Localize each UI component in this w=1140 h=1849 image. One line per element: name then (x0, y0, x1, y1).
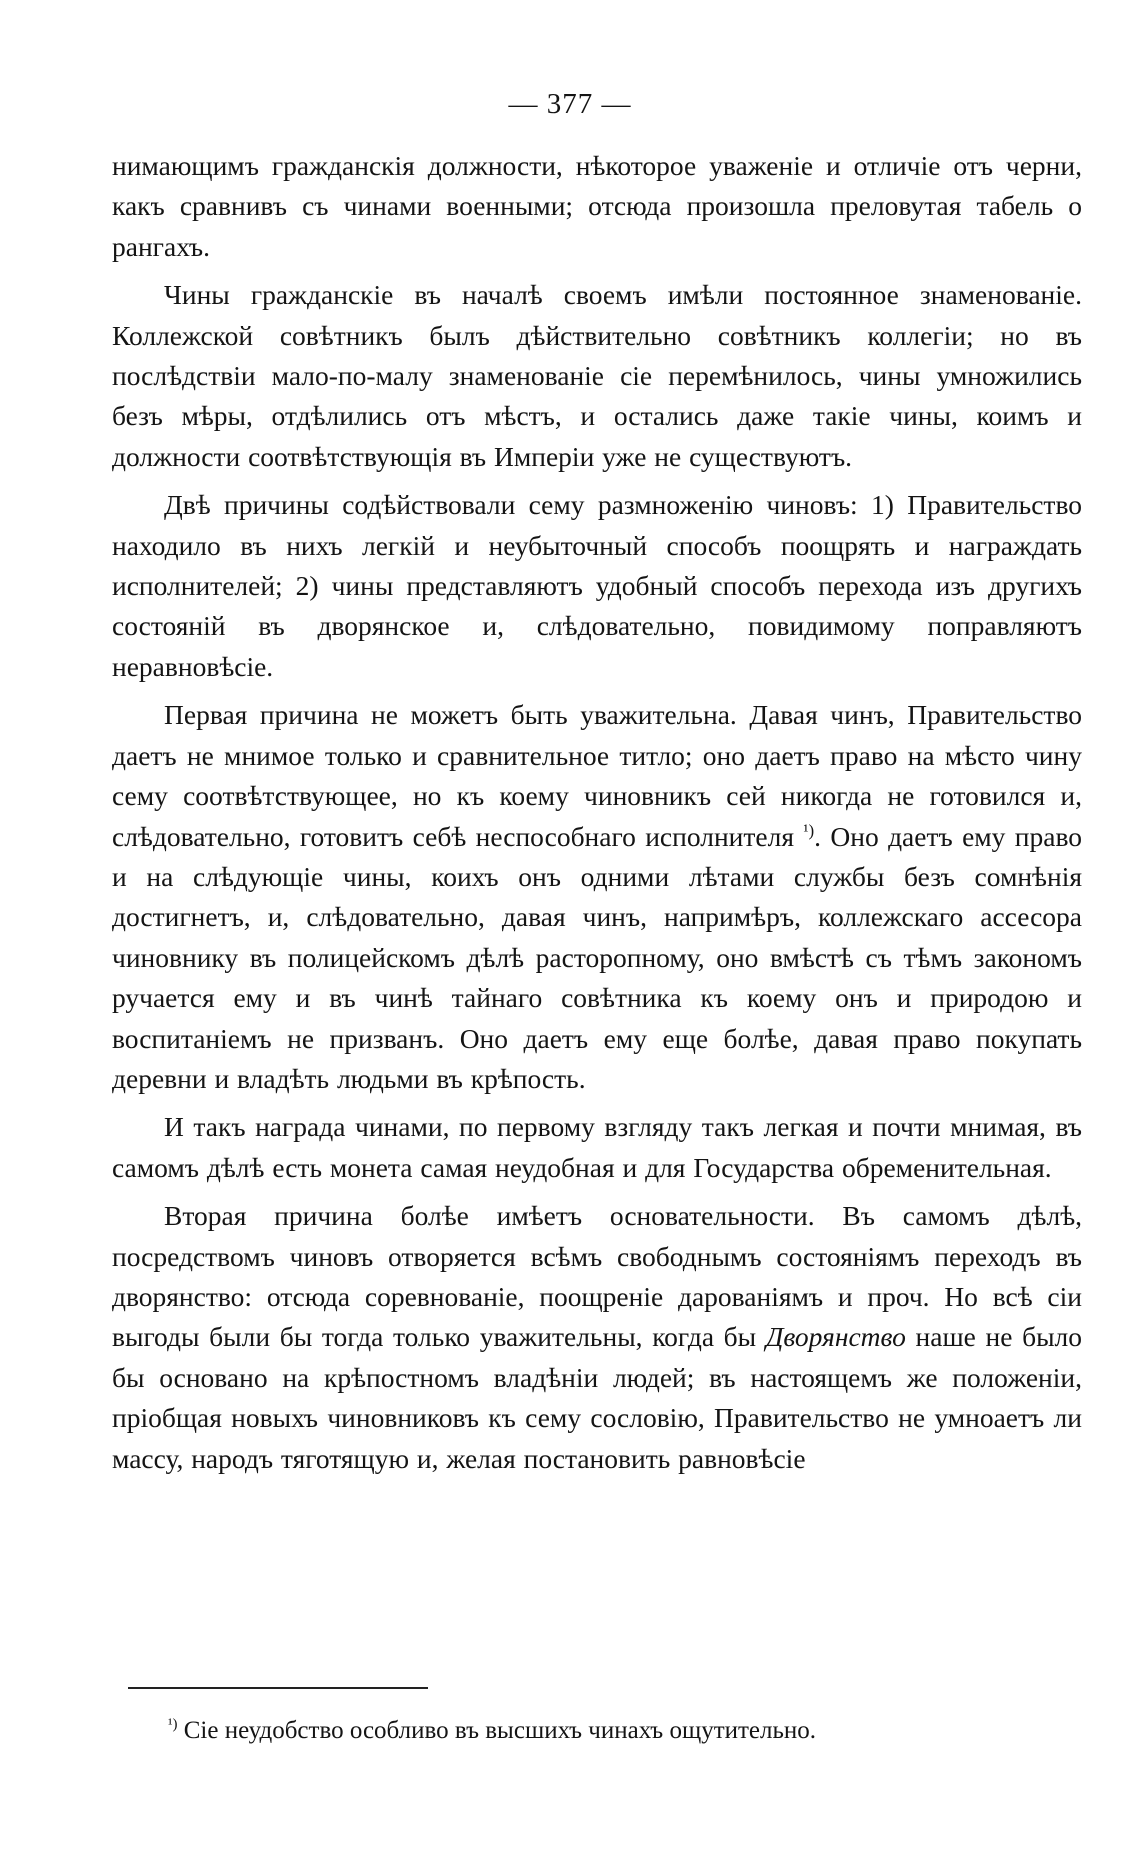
footnote-marker: ¹) (168, 1716, 178, 1733)
paragraph-4: Первая причина не можетъ быть уважительна. Давая чинъ, Правительство даетъ не мнимое только и сравнительное титло; оно даетъ право на мѣсто чину сему соотвѣтствующее, но къ коему чиновникъ сей никогда не готовился и, слѣдовательно, готовитъ себѣ неспособнаго исполнителя $^{^1)}$. Оно даетъ ему право и на слѣдующіе чины, коихъ онъ одними лѣтами службы безъ сомнѣнія достигнетъ, и, слѣдовательно, давая чинъ, напримѣръ, коллежскаго ассесора чиновнику въ полицейскомъ дѣлѣ расторопному, оно вмѣстѣ съ тѣмъ закономъ ручается ему и въ чинѣ тайнаго совѣтника къ коему онъ и природою и воспитаніемъ не призванъ. Оно даетъ ему еще болѣе, давая право покупать деревни и владѣть людьми въ крѣпость. (112, 699, 1083, 1094)
page-number: — 377 — (508, 88, 632, 120)
paragraph-1: нимающимъ гражданскія должности, нѣкоторое уваженіе и отличіе отъ черни, какъ сравнивъ съ чинами военными; отсюда произошла преловутая табель о рангахъ. (112, 150, 1082, 262)
paragraph-6-text-b: наше не было бы основано на крѣпостномъ владѣніи людей; въ настоящемъ же положеніи, пріобщая новыхъ чиновниковъ къ сему сословію, Правительство не умноаетъ ли массу, народъ тяготящую и, желая постановить равновѣсіе (112, 1321, 1083, 1474)
paragraph-5: И такъ награда чинами, по первому взгляду такъ легкая и почти мнимая, въ самомъ дѣлѣ есть монета самая неудобная и для Государства обременительная. (112, 1111, 1082, 1183)
paragraph-4-text-a: Первая причина не можетъ быть уважительна. Давая чинъ, Правительство даетъ не мнимое только и сравнительное титло; оно даетъ право на мѣсто чину сему соотвѣтствующее, но къ коему чиновникъ сей никогда не готовился и, слѣдовательно, готовитъ себѣ неспособнаго исполнителя (112, 699, 1082, 852)
paragraph-4-text-b: Оно даетъ ему право и на слѣдующіе чины, коихъ онъ одними лѣтами службы безъ сомнѣнія достигнетъ, и, слѣдовательно, давая чинъ, напримѣръ, коллежскаго ассесора чиновнику въ полицейскомъ дѣлѣ расторопному, оно вмѣстѣ съ тѣмъ закономъ ручается ему и въ чинѣ тайнаго совѣтника къ коему онъ и природою и воспитаніемъ не призванъ. Оно даетъ ему еще болѣе, давая право покупать деревни и владѣть людьми въ крѣпость. (112, 820, 1083, 1094)
footnote (168, 1714, 1048, 1748)
footnote-text: Сіе неудобство особливо въ высшихъ чинахъ ощутительно. (183, 1717, 817, 1744)
body-text (112, 146, 1082, 1487)
paragraph-3: Двѣ причины содѣйствовали сему размноженію чиновъ: 1) Правительство находило въ нихъ легкій и неубыточный способъ поощрять и награждать исполнителей; 2) чины представляютъ удобный способъ перехода изъ другихъ состояній въ дворянское и, слѣдовательно, повидимому поправляютъ неравновѣсіе. (112, 489, 1082, 682)
paragraph-6 (112, 1196, 1082, 1479)
paragraph-6-text-a: Вторая причина болѣе имѣетъ основательности. Въ самомъ дѣлѣ, посредствомъ чиновъ отворяется всѣмъ свободнымъ состояніямъ переходъ въ дворянство: отсюда соревнованіе, поощреніе дарованіямъ и проч. Но всѣ сіи выгоды были бы тогда только уважительны, когда бы (112, 1200, 1082, 1353)
italic-term: Дворянство (765, 1321, 906, 1353)
paragraph-2: Чины гражданскіе въ началѣ своемъ имѣли постоянное знаменованіе. Коллежской совѣтникъ былъ дѣйствительно совѣтникъ коллегіи; но въ послѣдствіи мало-по-малу знаменованіе сіе перемѣнилось, чины умножились безъ мѣры, отдѣлились отъ мѣстъ, и остались даже такіе чины, коимъ и должности соотвѣтствующія въ Имперіи уже не существуютъ. (112, 279, 1082, 472)
footnote-reference: ¹) (803, 820, 815, 840)
footnote-divider (128, 1687, 428, 1689)
